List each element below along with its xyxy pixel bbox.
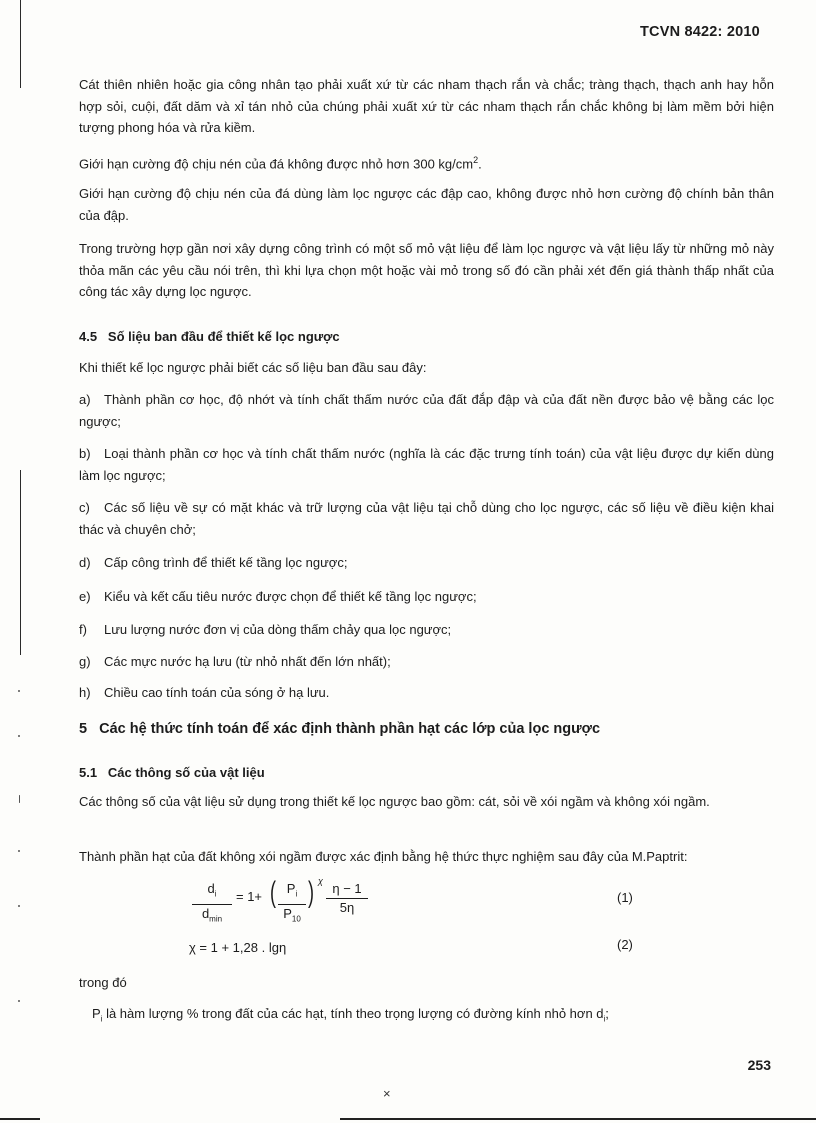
list-item bbox=[79, 682, 774, 704]
equation-number-2: (2) bbox=[617, 937, 633, 952]
list-item-text: Kiểu và kết cấu tiêu nước được chọn để thiết kế tầng lọc ngược; bbox=[104, 589, 477, 604]
bottom-edge-line bbox=[340, 1118, 816, 1120]
scan-dust bbox=[18, 690, 20, 692]
equation-2: χ = 1 + 1,28 . lgη bbox=[189, 940, 287, 955]
paragraph-stone-strength bbox=[79, 150, 774, 175]
list-item-text: Các số liệu về sự có mặt khác và trữ lượng của vật liệu tại chỗ dùng cho lọc ngược, các số liệu về điều kiện khai thác và chuyên chở; bbox=[79, 500, 774, 537]
page-number: 253 bbox=[747, 1057, 771, 1073]
section-5-1-paragraph: Các thông số của vật liệu sử dụng trong thiết kế lọc ngược bao gồm: cát, sỏi về xói ngầm và không xói ngầm. bbox=[79, 794, 710, 809]
where-label: trong đó bbox=[79, 975, 127, 990]
superscript: 2 bbox=[473, 155, 479, 165]
paragraph-sand-origin: Cát thiên nhiên hoặc gia công nhân tạo phải xuất xứ từ các nham thạch rắn và chắc; tràng thạch, thạch anh hay hỗn hợp sỏi, cuội, đất dăm và xỉ tán nhỏ của chúng phải xuất xứ từ các nham thạch rắn chắc không bị làm mềm bởi hiện tượng phong hóa và rửa kiềm. bbox=[79, 77, 774, 135]
stone-strength-text: Giới hạn cường độ chịu nén của đá không được nhỏ hơn 300 kg/cm bbox=[79, 156, 474, 172]
list-item-label: f) bbox=[79, 622, 87, 637]
fraction-denominator: $d_{min}$ bbox=[201, 905, 223, 924]
equation-1 bbox=[192, 876, 392, 932]
paren-right: ) bbox=[308, 876, 314, 909]
list-item-label: h) bbox=[79, 685, 91, 700]
list-item-text: Cấp công trình để thiết kế tầng lọc ngược; bbox=[104, 555, 348, 570]
list-item bbox=[79, 552, 774, 574]
equation-number-1: (1) bbox=[617, 890, 633, 905]
list-item bbox=[79, 443, 774, 486]
list-item-label: c) bbox=[79, 500, 90, 515]
list-item-label: d) bbox=[79, 555, 91, 570]
list-item bbox=[79, 389, 774, 432]
paragraph-quarry-selection: Trong trường hợp gần nơi xây dựng công trình có một số mỏ vật liệu để làm lọc ngược và vật liệu lấy từ những mỏ này thỏa mãn các yêu cầu nói trên, thì khi lựa chọn một hoặc vài mỏ trong số đó cần phải xét đến giá thành thấp nhất của công tác xây dựng lọc ngược. bbox=[79, 241, 774, 299]
scan-dust bbox=[18, 735, 20, 737]
fraction-numerator: η − 1 bbox=[326, 880, 368, 899]
section-heading-4-5: 4.5 Số liệu ban đầu để thiết kế lọc ngược bbox=[79, 329, 340, 344]
scan-dust bbox=[19, 795, 20, 803]
exponent: χ bbox=[318, 876, 323, 886]
fraction-p-ratio bbox=[278, 880, 306, 928]
list-item-text: Loại thành phần cơ học và tính chất thấm nước (nghĩa là các đặc trưng tính toán) của vật liệu được dự kiến dùng làm lọc ngược; bbox=[79, 446, 774, 483]
fraction-numerator: $P_i$ bbox=[278, 880, 306, 905]
scan-edge-line bbox=[20, 470, 21, 655]
list-item-text: Chiều cao tính toán của sóng ở hạ lưu. bbox=[104, 685, 330, 700]
list-item-label: a) bbox=[79, 392, 91, 407]
fraction-numerator: $d_i$ bbox=[192, 880, 232, 905]
list-item bbox=[79, 586, 774, 608]
list-item bbox=[79, 619, 774, 641]
list-item-text: Lưu lượng nước đơn vị của dòng thấm chảy qua lọc ngược; bbox=[104, 622, 452, 637]
bottom-edge-line bbox=[0, 1118, 40, 1120]
section-heading-5: 5 Các hệ thức tính toán để xác định thành phần hạt các lớp của lọc ngược bbox=[79, 721, 601, 737]
list-item-label: g) bbox=[79, 654, 91, 669]
equals-one-plus: = 1+ bbox=[236, 889, 263, 904]
fraction-denominator: $P_{10}$ bbox=[283, 905, 301, 924]
paragraph-high-dam-strength: Giới hạn cường độ chịu nén của đá dùng làm lọc ngược các đập cao, không được nhỏ hơn cường độ chính bản thân của đập. bbox=[79, 186, 774, 223]
fraction-denominator: 5η bbox=[339, 900, 355, 915]
list-item bbox=[79, 497, 774, 540]
scan-mark: × bbox=[383, 1086, 391, 1101]
scan-dust bbox=[18, 905, 20, 907]
list-item bbox=[79, 651, 774, 673]
fraction-eta bbox=[326, 880, 368, 917]
section-heading-5-1: 5.1 Các thông số của vật liệu bbox=[79, 765, 265, 780]
list-item-label: b) bbox=[79, 446, 91, 461]
standard-code: TCVN 8422: 2010 bbox=[640, 24, 760, 40]
list-item-label: e) bbox=[79, 589, 91, 604]
list-item-text: Các mực nước hạ lưu (từ nhỏ nhất đến lớn nhất); bbox=[104, 654, 391, 669]
section-4-5-intro: Khi thiết kế lọc ngược phải biết các số liệu ban đầu sau đây: bbox=[79, 360, 427, 375]
paren-left: ( bbox=[270, 876, 276, 909]
definition-pi: $P_i$ là hàm lượng % trong đất của các hạt, tính theo trọng lượng có đường kính nhỏ hơn $d_i$; bbox=[92, 1006, 609, 1024]
scan-edge-line bbox=[20, 0, 21, 88]
fraction-d-ratio bbox=[192, 880, 232, 928]
scan-dust bbox=[18, 850, 20, 852]
scan-dust bbox=[18, 1000, 20, 1002]
section-5-1-formula-intro: Thành phần hạt của đất không xói ngầm được xác định bằng hệ thức thực nghiệm sau đây của M.Paptrit: bbox=[79, 849, 688, 864]
list-item-text: Thành phần cơ học, độ nhớt và tính chất thấm nước của đất đắp đập và của đất nền được bảo vệ bằng các lọc ngược; bbox=[79, 392, 774, 429]
period: . bbox=[478, 156, 482, 172]
